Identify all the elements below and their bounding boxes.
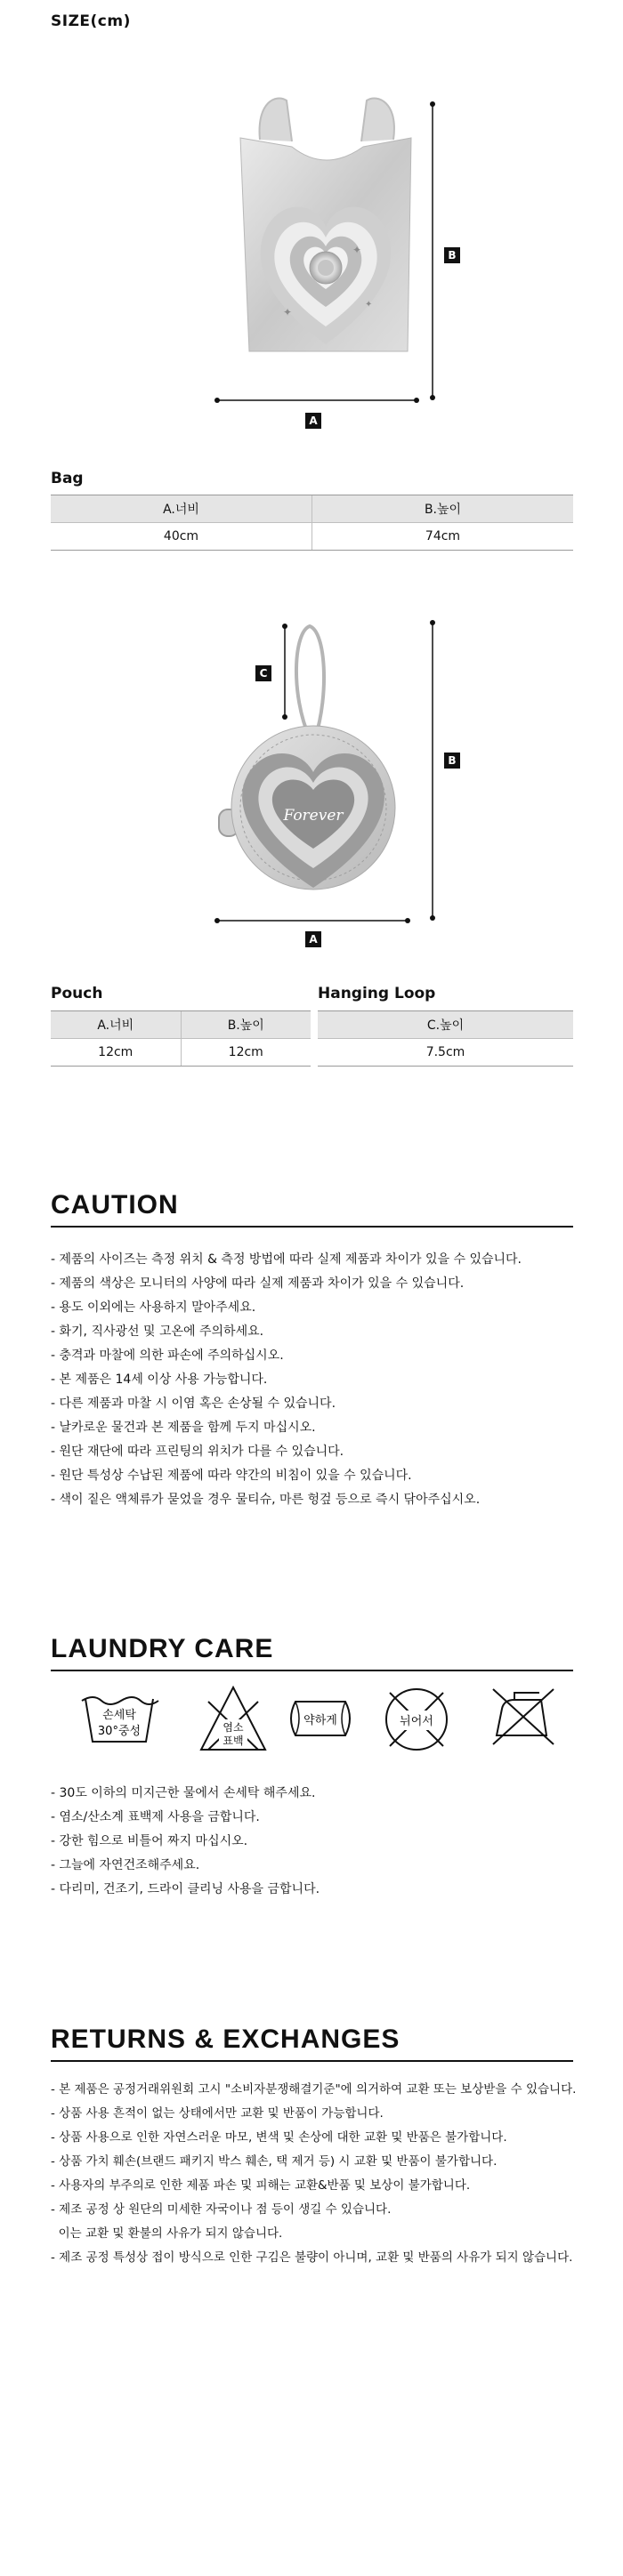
list-item: - 제조 공정 특성상 접이 방식으로 인한 구김은 불량이 아니며, 교환 및 반품의 사유가 되지 않습니다. [51,2250,573,2265]
pouch-size-table [51,1010,311,1067]
list-item: - 제품의 사이즈는 측정 위치 & 측정 방법에 따라 실제 제품과 차이가 있을 수 있습니다. [51,1252,522,1267]
bleach-label-2: 표백 [222,1735,244,1747]
bag-header-height: B.높이 [312,495,574,523]
list-item: - 제조 공정 상 원단의 미세한 자국이나 점 등이 생길 수 있습니다. [51,2202,392,2217]
dimension-a-marker: A [305,413,321,429]
list-item: - 색이 짙은 액체류가 묻었을 경우 물티슈, 마른 헝겊 등으로 즉시 닦아주십시오. [51,1493,481,1507]
list-item: - 제품의 색상은 모니터의 사양에 따라 실제 제품과 차이가 있을 수 있습니다. [51,1276,465,1291]
wring-label: 약하게 [303,1714,337,1727]
list-item: - 상품 사용 흔적이 없는 상태에서만 교환 및 반품이 가능합니다. [51,2106,384,2121]
list-item: - 그늘에 자연건조해주세요. [51,1858,200,1872]
laundry-divider [51,1670,573,1671]
returns-heading: RETURNS & EXCHANGES [51,2025,400,2054]
list-item: - 상품 사용으로 인한 자연스러운 마모, 변색 및 손상에 대한 교환 및 반품은 불가합니다. [51,2130,507,2145]
laundry-list [51,1782,320,1902]
list-item: - 원단 재단에 따라 프린팅의 위치가 다를 수 있습니다. [51,1445,344,1459]
bleach-icon [198,1684,269,1755]
bag-label: Bag [51,470,84,487]
bag-dimension-lines [205,85,445,405]
list-item: - 염소/산소계 표백제 사용을 금합니다. [51,1810,260,1824]
hand-wash-label: 손세탁 [102,1709,136,1722]
returns-list [51,2078,576,2270]
caution-heading: CAUTION [51,1190,179,1220]
list-item: - 본 제품은 공정거래위원회 고시 "소비자분쟁해결기준"에 의거하여 교환 또는 보상받을 수 있습니다. [51,2082,577,2097]
size-title: SIZE(cm) [51,12,131,30]
dry-label: 뉘어서 [400,1715,433,1728]
bag-value-height: 74cm [312,523,574,551]
loop-header-height: C.높이 [318,1011,573,1039]
list-item: - 다리미, 건조기, 드라이 클리닝 사용을 금합니다. [51,1882,320,1896]
caution-list [51,1248,522,1512]
bag-size-table [51,495,573,551]
list-item: - 강한 힘으로 비틀어 짜지 마십시오. [51,1834,248,1848]
no-ironing-icon [488,1686,559,1748]
pouch-value-width: 12cm [51,1039,181,1067]
hanging-loop-size-table [318,1010,573,1067]
hanging-loop-label: Hanging Loop [318,985,436,1002]
bag-header-width: A.너비 [51,495,312,523]
pouch-logo: Forever [283,807,344,825]
svg-text:✦: ✦ [283,306,293,318]
dimension-c-marker: C [255,665,271,681]
list-item: - 30도 이하의 미지근한 물에서 손세탁 해주세요. [51,1786,316,1800]
pouch-label: Pouch [51,985,103,1002]
pouch-dimension-a-marker: A [305,931,321,947]
pouch-dimension-lines [205,614,445,934]
list-item: - 원단 특성상 수납된 제품에 따라 약간의 비침이 있을 수 있습니다. [51,1469,412,1483]
hand-wash-temp-label: 30°중성 [97,1725,142,1738]
list-item: 이는 교환 및 환불의 사유가 되지 않습니다. [51,2226,283,2241]
list-item: - 다른 제품과 마찰 시 이염 혹은 손상될 수 있습니다. [51,1397,336,1411]
pouch-value-height: 12cm [181,1039,311,1067]
laundry-heading: LAUNDRY CARE [51,1634,274,1663]
pouch-header-height: B.높이 [181,1011,311,1039]
svg-text:✦: ✦ [365,300,373,310]
loop-value-height: 7.5cm [318,1039,573,1067]
bleach-label: 염소 [222,1721,244,1734]
pouch-header-width: A.너비 [51,1011,181,1039]
caution-divider [51,1226,573,1228]
list-item: - 본 제품은 14세 이상 사용 가능합니다. [51,1373,268,1387]
pouch-dimension-b-marker: B [444,753,460,769]
list-item: - 화기, 직사광선 및 고온에 주의하세요. [51,1324,264,1339]
dry-flat-shade-icon [381,1684,452,1755]
dimension-b-marker: B [444,247,460,263]
list-item: - 날카로운 물건과 본 제품을 함께 두지 마십시오. [51,1421,316,1435]
wring-gently-icon [285,1696,356,1741]
svg-text:✦: ✦ [352,244,362,256]
returns-divider [51,2060,573,2062]
list-item: - 사용자의 부주의로 인한 제품 파손 및 피해는 교환&반품 및 보상이 불가합니다. [51,2178,471,2193]
list-item: - 상품 가치 훼손(브랜드 패키지 박스 훼손, 택 제거 등) 시 교환 및 반품이 불가합니다. [51,2154,498,2169]
list-item: - 용도 이외에는 사용하지 말아주세요. [51,1300,256,1315]
hand-wash-icon [80,1690,160,1752]
bag-value-width: 40cm [51,523,312,551]
list-item: - 충격과 마찰에 의한 파손에 주의하십시오. [51,1348,284,1363]
